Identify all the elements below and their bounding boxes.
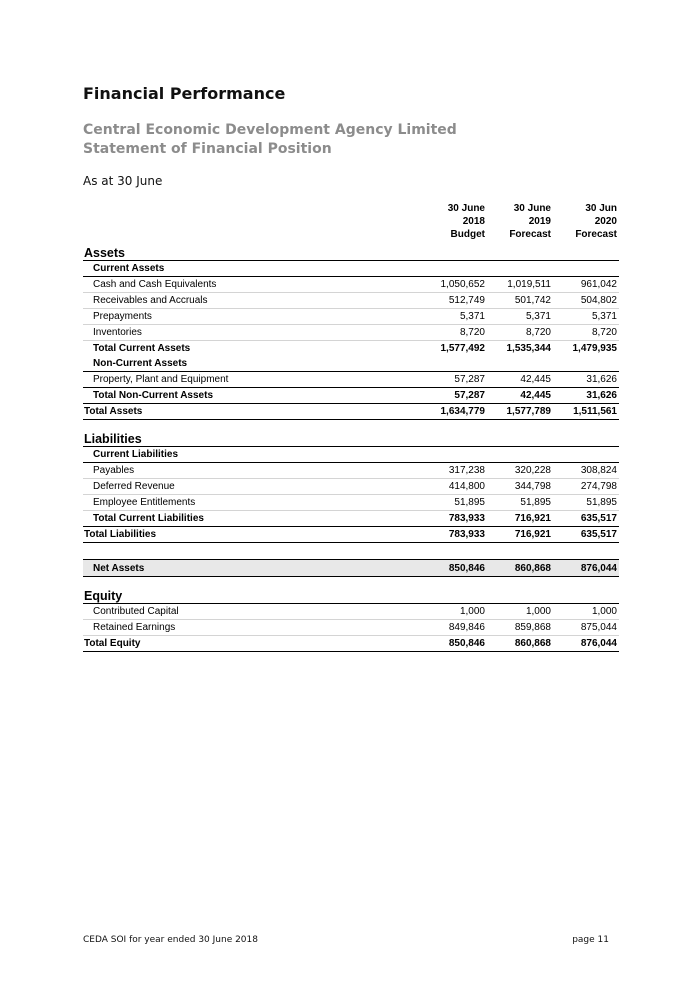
total-current-assets-row: Total Current Assets 1,577,492 1,535,344 1,479,935 — [93, 343, 617, 354]
header-spacer — [83, 202, 421, 241]
as-at-date: As at 30 June — [83, 174, 163, 188]
table-row: Receivables and Accruals 512,749 501,742 504,802 — [83, 293, 619, 309]
section-heading-liabilities: Liabilities — [83, 420, 619, 447]
column-header-2020: 30 Jun 2020 Forecast — [575, 203, 617, 240]
table-row: Deferred Revenue 414,800 344,798 274,798 — [83, 479, 619, 495]
subsection-heading-current-assets: Current Assets — [83, 261, 619, 277]
table-row: Contributed Capital 1,000 1,000 1,000 — [83, 604, 619, 620]
subsection-heading-non-current-assets: Non-Current Assets — [83, 356, 619, 372]
organisation-name: Central Economic Development Agency Limited — [83, 122, 457, 138]
section-heading-equity: Equity — [83, 577, 619, 604]
table-row: Prepayments 5,371 5,371 5,371 — [83, 309, 619, 325]
footer-page-number: page 11 — [572, 935, 609, 945]
table-row: Retained Earnings 849,846 859,868 875,044 — [83, 620, 619, 636]
total-non-current-assets-row: Total Non-Current Assets 57,287 42,445 31,626 — [93, 390, 617, 401]
column-header-2018: 30 June 2018 Budget — [447, 203, 485, 240]
financial-position-table — [83, 202, 619, 652]
spacer-row — [83, 543, 619, 560]
total-equity-row: Total Equity 850,846 860,868 876,044 — [83, 636, 619, 652]
subsection-heading-current-liabilities: Current Liabilities — [83, 447, 619, 463]
table-row: Inventories 8,720 8,720 8,720 — [83, 325, 619, 341]
table-row: Employee Entitlements 51,895 51,895 51,895 — [83, 495, 619, 511]
table-row: Cash and Cash Equivalents 1,050,652 1,019,511 961,042 — [83, 277, 619, 293]
column-header-row — [83, 202, 619, 241]
total-liabilities-row: Total Liabilities 783,933 716,921 635,517 — [83, 527, 619, 543]
section-heading-assets: Assets — [83, 241, 619, 261]
total-assets-row: Total Assets 1,634,779 1,577,789 1,511,561 — [83, 404, 619, 420]
footer-document-name: CEDA SOI for year ended 30 June 2018 — [83, 935, 258, 945]
net-assets-row: Net Assets 850,846 860,868 876,044 — [83, 560, 619, 577]
table-row: Property, Plant and Equipment 57,287 42,445 31,626 — [83, 372, 619, 388]
statement-subtitle — [83, 121, 457, 159]
page-title: Financial Performance — [83, 84, 286, 103]
total-current-liabilities-row: Total Current Liabilities 783,933 716,921 635,517 — [93, 513, 617, 524]
column-header-2019: 30 June 2019 Forecast — [509, 203, 551, 240]
table-row: Payables 317,238 320,228 308,824 — [83, 463, 619, 479]
statement-name: Statement of Financial Position — [83, 141, 332, 157]
